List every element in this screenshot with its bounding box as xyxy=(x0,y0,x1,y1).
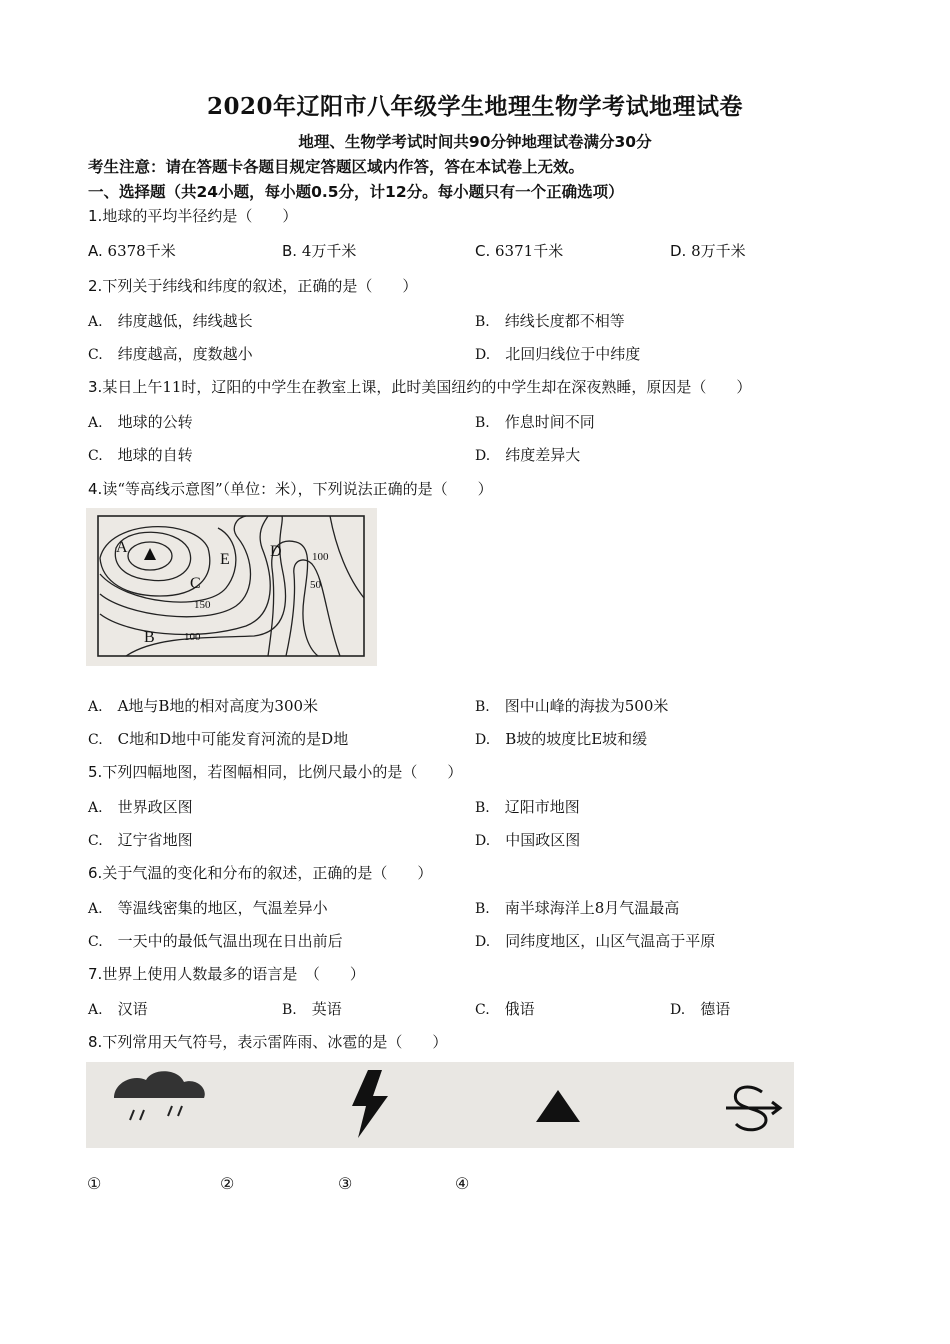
q7-option-d[interactable]: D. 德语 xyxy=(670,1000,731,1018)
q4-option-a[interactable]: A. A地与B地的相对高度为300米 xyxy=(88,697,319,715)
question-number: 1. xyxy=(88,207,103,225)
q6-option-a[interactable]: A. 等温线密集的地区，气温差异小 xyxy=(88,899,328,917)
q7-option-c[interactable]: C. 俄语 xyxy=(475,1000,535,1018)
question-6: 6.关于气温的变化和分布的叙述，正确的是（ ） xyxy=(88,864,433,882)
q2-option-b[interactable]: B. 纬线长度都不相等 xyxy=(475,312,625,330)
contour-label-150: 150 xyxy=(194,599,211,611)
q4-option-c[interactable]: C. C地和D地中可能发育河流的是D地 xyxy=(88,730,349,748)
q1-option-b[interactable]: B. 4万千米 xyxy=(282,242,357,260)
section-heading: 一、选择题（共24小题，每小题0.5分，计12分。每小题只有一个正确选项） xyxy=(88,183,624,201)
question-4: 4.读“等高线示意图”（单位：米），下列说法正确的是（ ） xyxy=(88,480,493,498)
contour-label-e: E xyxy=(220,551,230,568)
candidate-notice: 考生注意：请在答题卡各题目规定答题区域内作答，答在本试卷上无效。 xyxy=(88,158,585,176)
question-8: 8.下列常用天气符号，表示雷阵雨、冰雹的是（ ） xyxy=(88,1033,448,1051)
q5-option-a[interactable]: A. 世界政区图 xyxy=(88,798,193,816)
exam-title: 2020年辽阳市八年级学生地理生物学考试地理试卷 xyxy=(206,93,743,120)
contour-label-50: 50 xyxy=(310,579,321,591)
q6-option-b[interactable]: B. 南半球海洋上8月气温最高 xyxy=(475,899,680,917)
question-7: 7.世界上使用人数最多的语言是 （ ） xyxy=(88,965,365,983)
q2-option-d[interactable]: D. 北回归线位于中纬度 xyxy=(475,345,641,363)
q5-option-b[interactable]: B. 辽阳市地图 xyxy=(475,798,580,816)
q1-option-c[interactable]: C. 6371千米 xyxy=(475,242,564,260)
q5-option-c[interactable]: C. 辽宁省地图 xyxy=(88,831,193,849)
question-1 xyxy=(88,205,297,226)
q3-option-c[interactable]: C. 地球的自转 xyxy=(88,446,193,464)
question-5: 5.下列四幅地图，若图幅相同，比例尺最小的是（ ） xyxy=(88,763,463,781)
q2-option-a[interactable]: A. 纬度越低，纬线越长 xyxy=(88,312,253,330)
q7-option-b[interactable]: B. 英语 xyxy=(282,1000,342,1018)
q3-option-a[interactable]: A. 地球的公转 xyxy=(88,413,193,431)
mark-3: ③ xyxy=(338,1174,353,1193)
question-3: 3.某日上午11时，辽阳的中学生在教室上课，此时美国纽约的中学生却在深夜熟睡，原因是（ ） xyxy=(88,378,752,396)
contour-label-d: D xyxy=(270,543,282,560)
q5-option-d[interactable]: D. 中国政区图 xyxy=(475,831,581,849)
question-text: 地球的平均半径约是（ ） xyxy=(102,207,298,225)
contour-map xyxy=(86,508,377,666)
exam-subtitle: 地理、生物学考试时间共90分钟地理试卷满分30分 xyxy=(298,133,652,151)
mark-4: ④ xyxy=(455,1174,470,1193)
q2-option-c[interactable]: C. 纬度越高，度数越小 xyxy=(88,345,253,363)
q4-option-d[interactable]: D. B坡的坡度比E坡和缓 xyxy=(475,730,648,748)
q3-option-d[interactable]: D. 纬度差异大 xyxy=(475,446,581,464)
q1-option-d[interactable]: D. 8万千米 xyxy=(670,242,746,260)
q4-option-b[interactable]: B. 图中山峰的海拔为500米 xyxy=(475,697,669,715)
weather-symbols-strip xyxy=(86,1062,794,1148)
mark-1: ① xyxy=(87,1174,102,1193)
contour-label-a: A xyxy=(116,539,128,556)
q7-option-a[interactable]: A. 汉语 xyxy=(88,1000,148,1018)
q3-option-b[interactable]: B. 作息时间不同 xyxy=(475,413,595,431)
contour-label-c: C xyxy=(190,575,201,592)
contour-label-100-right: 100 xyxy=(312,551,329,563)
q6-option-c[interactable]: C. 一天中的最低气温出现在日出前后 xyxy=(88,932,343,950)
contour-label-100-left: 100 xyxy=(184,631,201,643)
contour-label-b: B xyxy=(144,629,155,646)
q1-option-a[interactable]: A. 6378千米 xyxy=(88,242,176,260)
question-2: 2.下列关于纬线和纬度的叙述，正确的是（ ） xyxy=(88,277,418,295)
mark-2: ② xyxy=(220,1174,235,1193)
q6-option-d[interactable]: D. 同纬度地区，山区气温高于平原 xyxy=(475,932,716,950)
